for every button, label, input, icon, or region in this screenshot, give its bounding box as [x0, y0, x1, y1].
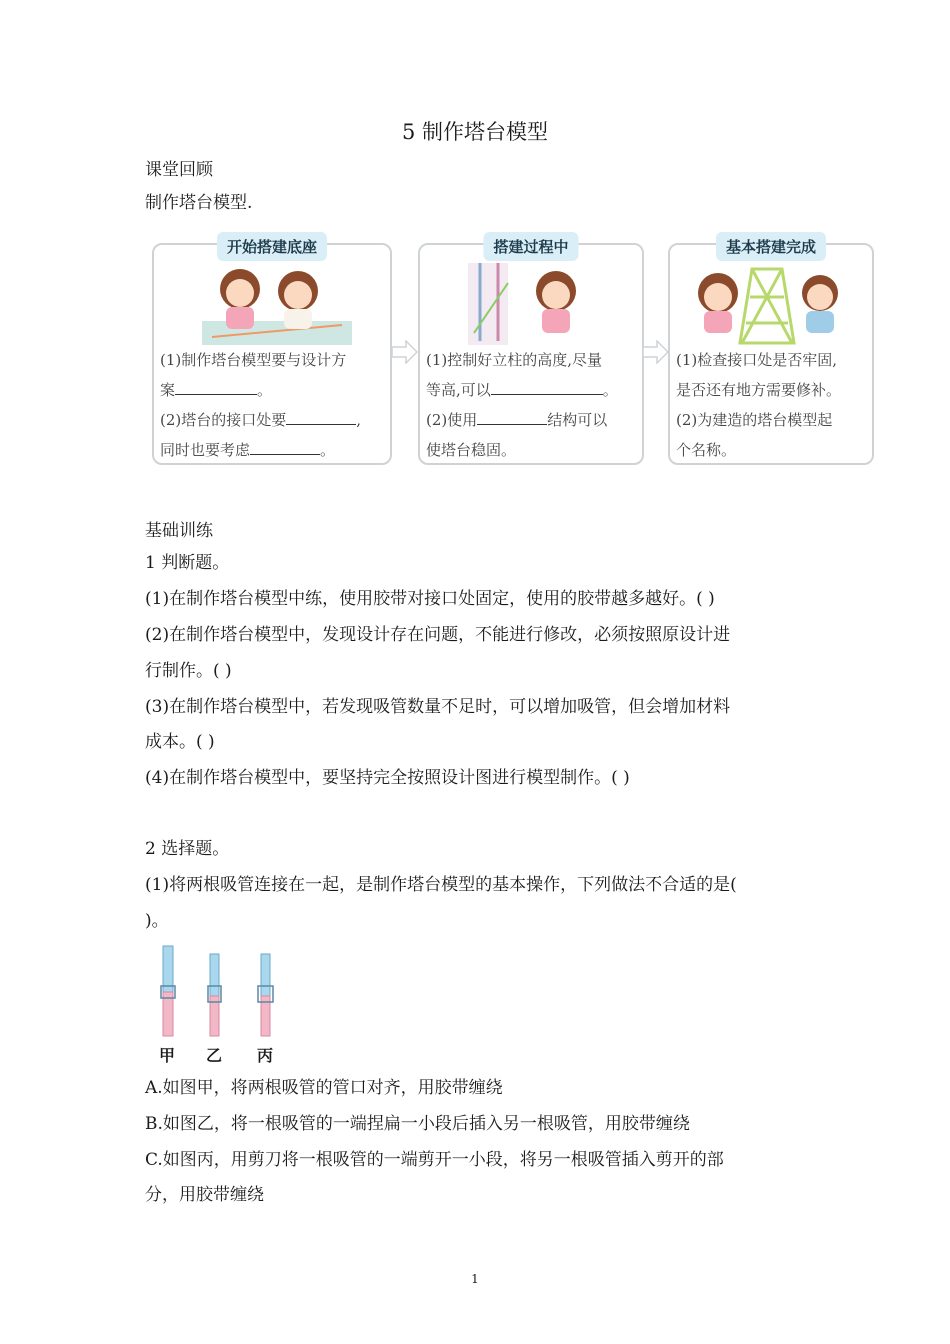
- straw-label-jia: 甲: [159, 1046, 176, 1065]
- q1-item: 成本。( ): [145, 732, 215, 752]
- panel-line: (1)制作塔台模型要与设计方: [160, 351, 347, 369]
- panel-build-complete: [668, 238, 874, 465]
- option-b[interactable]: B.如图乙，将一根吸管的一端捏扁一小段后插入另一根吸管，用胶带缠绕: [145, 1114, 690, 1134]
- page-title: 5 制作塔台模型: [401, 120, 549, 144]
- training-heading: 基础训练: [145, 521, 213, 541]
- option-a[interactable]: A.如图甲，将两根吸管的管口对齐，用胶带缠绕: [145, 1078, 503, 1098]
- q1-item: (4)在制作塔台模型中，要坚持完全按照设计图进行模型制作。( ): [145, 768, 630, 788]
- straw-label-bing: 丙: [257, 1046, 274, 1065]
- children-illustration: [468, 263, 598, 345]
- children-illustration: [202, 263, 352, 345]
- panel-line: 。: [257, 381, 273, 399]
- answer-blank[interactable]: [477, 410, 547, 425]
- panel-line: 同时也要考虑: [160, 441, 251, 459]
- page-number: 1: [471, 1272, 479, 1286]
- panel-line: 结构可以: [547, 411, 608, 429]
- panel-line: 案: [160, 381, 176, 399]
- answer-blank[interactable]: [286, 410, 356, 425]
- panel-text: [160, 345, 386, 465]
- panel-header: 搭建过程中: [483, 232, 578, 261]
- panel-line: 。: [320, 441, 336, 459]
- panel-header: 基本搭建完成: [716, 232, 826, 261]
- panel-line: 使塔台稳固。: [426, 441, 517, 459]
- q1-item: 行制作。( ): [145, 661, 232, 681]
- option-c-continued: 分，用胶带缠绕: [145, 1185, 264, 1205]
- straw-figure: [150, 942, 290, 1038]
- q1-item: (2)在制作塔台模型中，发现设计存在问题，不能进行修改，必须按照原设计进: [145, 625, 731, 645]
- q1-item: (3)在制作塔台模型中，若发现吸管数量不足时，可以增加吸管，但会增加材料: [145, 697, 731, 717]
- answer-blank[interactable]: [250, 440, 320, 455]
- panel-line: (2)为建造的塔台模型起: [676, 411, 833, 429]
- panel-line: (1)检查接口处是否牢固,: [676, 351, 838, 369]
- arrow-right-icon: [392, 340, 418, 364]
- q2-stem: (1)将两根吸管连接在一起，是制作塔台模型的基本操作，下列做法不合适的是(: [145, 875, 737, 895]
- panel-text: [676, 345, 868, 465]
- panel-header: 开始搭建底座: [217, 232, 327, 261]
- panel-line: 等高,可以: [426, 381, 491, 399]
- q1-item: (1)在制作塔台模型中练，使用胶带对接口处固定，使用的胶带越多越好。( ): [145, 589, 715, 609]
- children-illustration: [696, 263, 846, 345]
- review-subheading: 制作塔台模型.: [145, 193, 253, 213]
- q2-title: 2 选择题。: [145, 839, 230, 859]
- review-heading: 课堂回顾: [145, 160, 213, 180]
- panel-line: 是否还有地方需要修补。: [676, 381, 842, 399]
- panel-text: [426, 345, 638, 465]
- q1-title: 1 判断题。: [145, 553, 230, 573]
- q2-stem: )。: [145, 911, 169, 931]
- arrow-right-icon: [643, 340, 669, 364]
- panel-line: 个名称。: [676, 441, 737, 459]
- panel-line: (2)塔台的接口处要: [160, 411, 287, 429]
- answer-blank[interactable]: [175, 380, 257, 395]
- panel-line: ,: [356, 411, 362, 429]
- panel-building-process: [418, 238, 644, 465]
- panel-start-base: [152, 238, 392, 465]
- answer-blank[interactable]: [491, 380, 603, 395]
- straw-label-yi: 乙: [206, 1046, 223, 1065]
- panel-line: (1)控制好立柱的高度,尽量: [426, 351, 603, 369]
- panel-line: (2)使用: [426, 411, 478, 429]
- panel-line: 。: [602, 381, 618, 399]
- option-c[interactable]: C.如图丙，用剪刀将一根吸管的一端剪开一小段，将另一根吸管插入剪开的部: [145, 1150, 724, 1170]
